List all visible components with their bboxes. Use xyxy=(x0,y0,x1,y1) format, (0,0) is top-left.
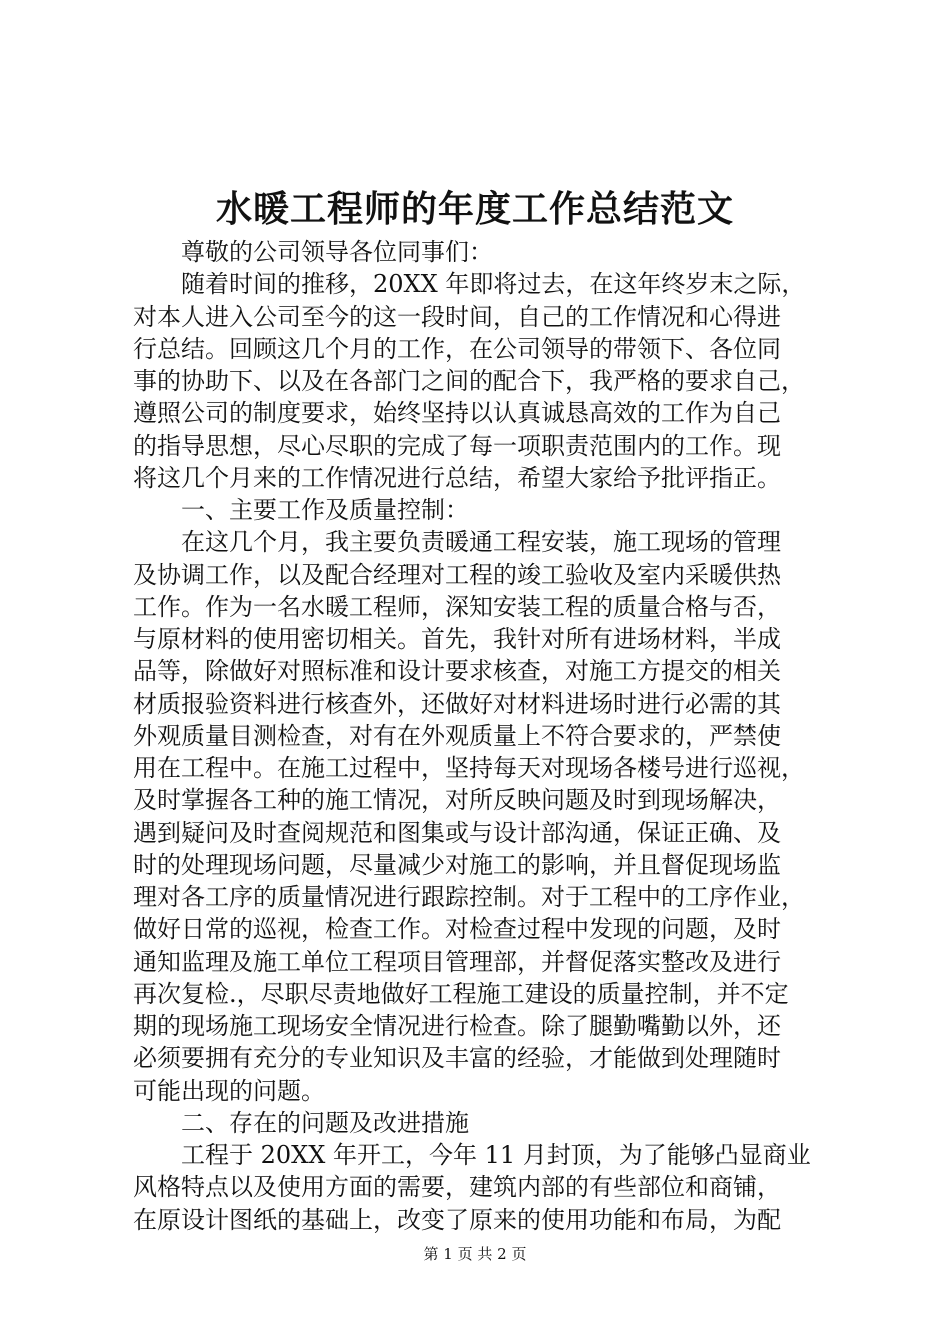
text-line: 在原设计图纸的基础上，改变了原来的使用功能和布局，为配 xyxy=(133,1205,781,1234)
text-line: 风格特点以及使用方面的需要，建筑内部的有些部位和商铺， xyxy=(133,1173,781,1202)
text-line: 一、主要工作及质量控制： xyxy=(181,496,469,524)
text-line: 理对各工序的质量情况进行跟踪控制。对于工程中的工序作业， xyxy=(133,883,805,911)
text-line: 外观质量目测检查，对有在外观质量上不符合要求的，严禁使 xyxy=(133,721,781,750)
text-line: 遇到疑问及时查阅规范和图集或与设计部沟通，保证正确、及 xyxy=(133,818,781,847)
text-line: 的指导思想，尽心尽职的完成了每一项职责范围内的工作。现 xyxy=(133,431,781,460)
text-line: 二、存在的问题及改进措施 xyxy=(181,1108,469,1137)
text-line: 用在工程中。在施工过程中，坚持每天对现场各楼号进行巡视， xyxy=(133,754,805,782)
text-line: 材质报验资料进行核查外，还做好对材料进场时进行必需的其 xyxy=(133,689,781,718)
text-line: 将这几个月来的工作情况进行总结，希望大家给予批评指正。 xyxy=(133,463,781,492)
text-line: 时的处理现场问题，尽量减少对施工的影响，并且督促现场监 xyxy=(133,850,781,879)
page-footer: 第 1 页 共 2 页 xyxy=(423,1245,527,1263)
text-line: 事的协助下、以及在各部门之间的配合下，我严格的要求自己， xyxy=(133,367,805,395)
text-line: 在这几个月，我主要负责暖通工程安装，施工现场的管理 xyxy=(181,528,781,557)
text-line: 行总结。回顾这几个月的工作，在公司领导的带领下、各位同 xyxy=(133,334,781,363)
text-line: 及时掌握各工种的施工情况，对所反映问题及时到现场解决， xyxy=(133,786,781,815)
text-line: 及协调工作，以及配合经理对工程的竣工验收及室内采暖供热 xyxy=(133,560,781,589)
text-line: 可能出现的问题。 xyxy=(133,1076,325,1105)
document-body xyxy=(133,236,833,1236)
document-title: 水暖工程师的年度工作总结范文 xyxy=(215,188,734,230)
text-line: 期的现场施工现场安全情况进行检查。除了腿勤嘴勤以外，还 xyxy=(133,1012,781,1040)
text-line: 尊敬的公司领导各位同事们： xyxy=(181,238,493,266)
text-line: 与原材料的使用密切相关。首先，我针对所有进场材料，半成 xyxy=(133,625,781,653)
text-line: 工程于 20XX 年开工，今年 11 月封顶，为了能够凸显商业 xyxy=(181,1141,811,1169)
text-line: 做好日常的巡视，检查工作。对检查过程中发现的问题，及时 xyxy=(133,915,781,944)
text-line: 再次复检.，尽职尽责地做好工程施工建设的质量控制，并不定 xyxy=(133,979,789,1008)
text-line: 品等，除做好对照标准和设计要求核查，对施工方提交的相关 xyxy=(133,657,781,686)
text-line: 通知监理及施工单位工程项目管理部，并督促落实整改及进行 xyxy=(133,947,781,976)
text-line: 工作。作为一名水暖工程师，深知安装工程的质量合格与否， xyxy=(133,592,781,621)
text-line: 随着时间的推移，20XX 年即将过去，在这年终岁末之际， xyxy=(181,270,806,299)
text-line: 对本人进入公司至今的这一段时间，自己的工作情况和心得进 xyxy=(133,302,781,331)
text-line: 必须要拥有充分的专业知识及丰富的经验，才能做到处理随时 xyxy=(133,1044,781,1073)
text-line: 遵照公司的制度要求，始终坚持以认真诚恳高效的工作为自己 xyxy=(133,399,781,428)
